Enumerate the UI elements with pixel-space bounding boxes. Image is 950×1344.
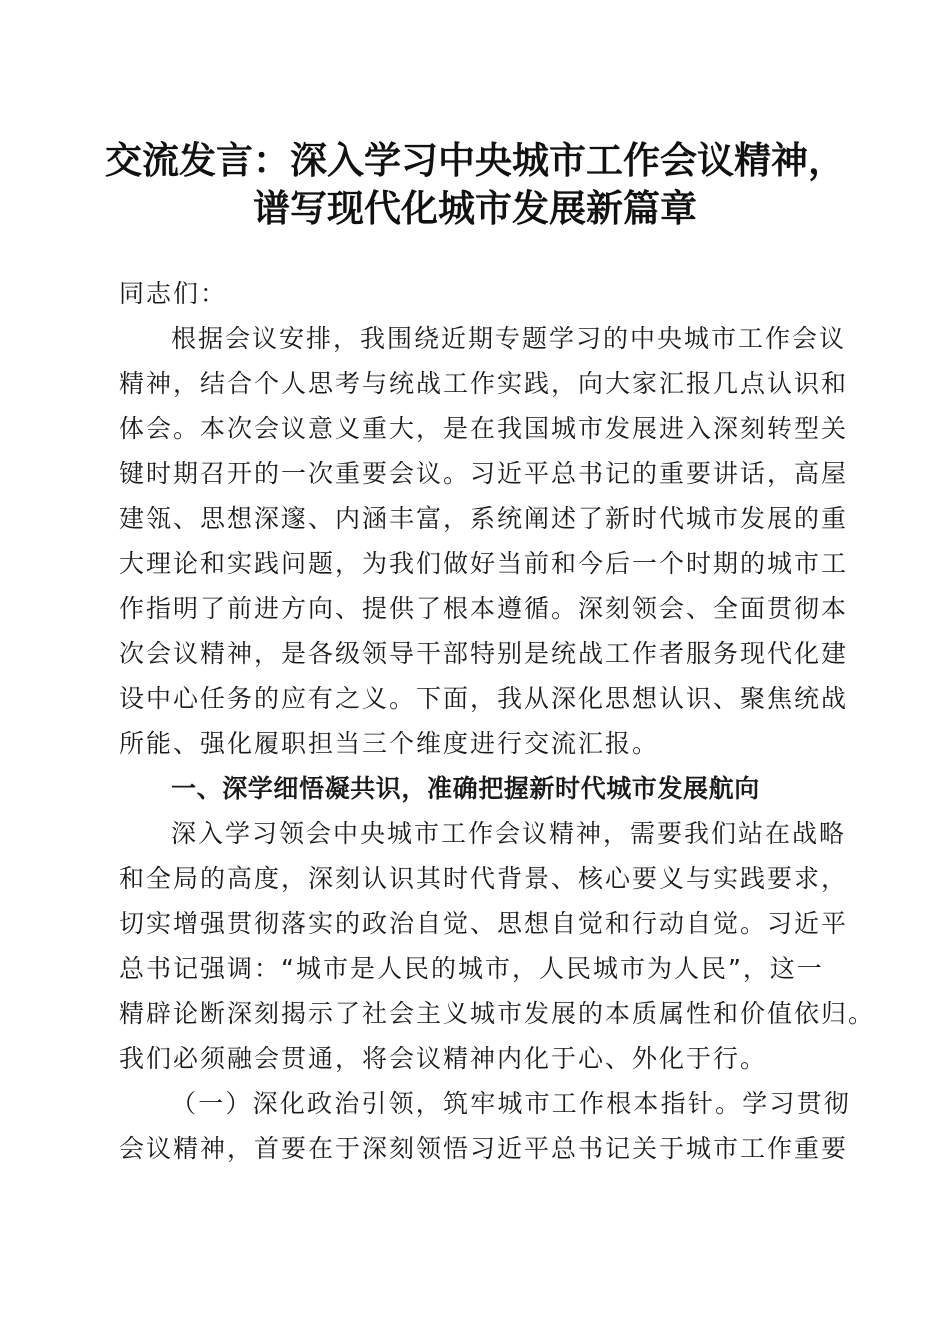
paragraph-line: 我们必须融会贯通，将会议精神内化于心、外化于行。: [119, 1044, 768, 1073]
salutation: 同志们：: [119, 279, 228, 308]
paragraph-line: 作指明了前进方向、提供了根本遵循。深刻领会、全面贯彻本: [119, 594, 849, 623]
paragraph-line: 大理论和实践问题，为我们做好当前和今后一个时期的城市工: [119, 549, 849, 578]
paragraph-line: 精辟论断深刻揭示了社会主义城市发展的本质属性和价值依归。: [119, 999, 876, 1028]
document-title-line-1: 交流发言：深入学习中央城市工作会议精神，: [105, 138, 845, 182]
paragraph-line: 次会议精神，是各级领导干部特别是统战工作者服务现代化建: [119, 639, 849, 668]
document-title-line-2: 谱写现代化城市发展新篇章: [253, 186, 697, 230]
paragraph-line: 设中心任务的应有之义。下面，我从深化思想认识、聚焦统战: [119, 684, 849, 713]
document-body: [119, 271, 876, 1171]
paragraph-line: 根据会议安排，我围绕近期专题学习的中央城市工作会议: [171, 324, 847, 353]
paragraph-line: 所能、强化履职担当三个维度进行交流汇报。: [119, 729, 660, 758]
paragraph-line: 会议精神，首要在于深刻领悟习近平总书记关于城市工作重要: [119, 1134, 849, 1163]
paragraph-line: 精神，结合个人思考与统战工作实践，向大家汇报几点认识和: [119, 369, 849, 398]
paragraph-line: 总书记强调：“城市是人民的城市，人民城市为人民”，这一: [119, 954, 824, 983]
section-heading: 一、深学细悟凝共识，准确把握新时代城市发展航向: [171, 774, 760, 803]
paragraph-line: 和全局的高度，深刻认识其时代背景、核心要义与实践要求，: [119, 864, 849, 893]
paragraph-line: 切实增强贯彻落实的政治自觉、思想自觉和行动自觉。习近平: [119, 909, 849, 938]
paragraph-line: 体会。本次会议意义重大，是在我国城市发展进入深刻转型关: [119, 414, 849, 443]
subsection-heading-line: （一）深化政治引领，筑牢城市工作根本指针。学习贯彻: [171, 1089, 852, 1118]
paragraph-line: 深入学习领会中央城市工作会议精神，需要我们站在战略: [171, 819, 847, 848]
paragraph-line: 建瓴、思想深邃、内涵丰富，系统阐述了新时代城市发展的重: [119, 504, 849, 533]
paragraph-line: 键时期召开的一次重要会议。习近平总书记的重要讲话，高屋: [119, 459, 849, 488]
